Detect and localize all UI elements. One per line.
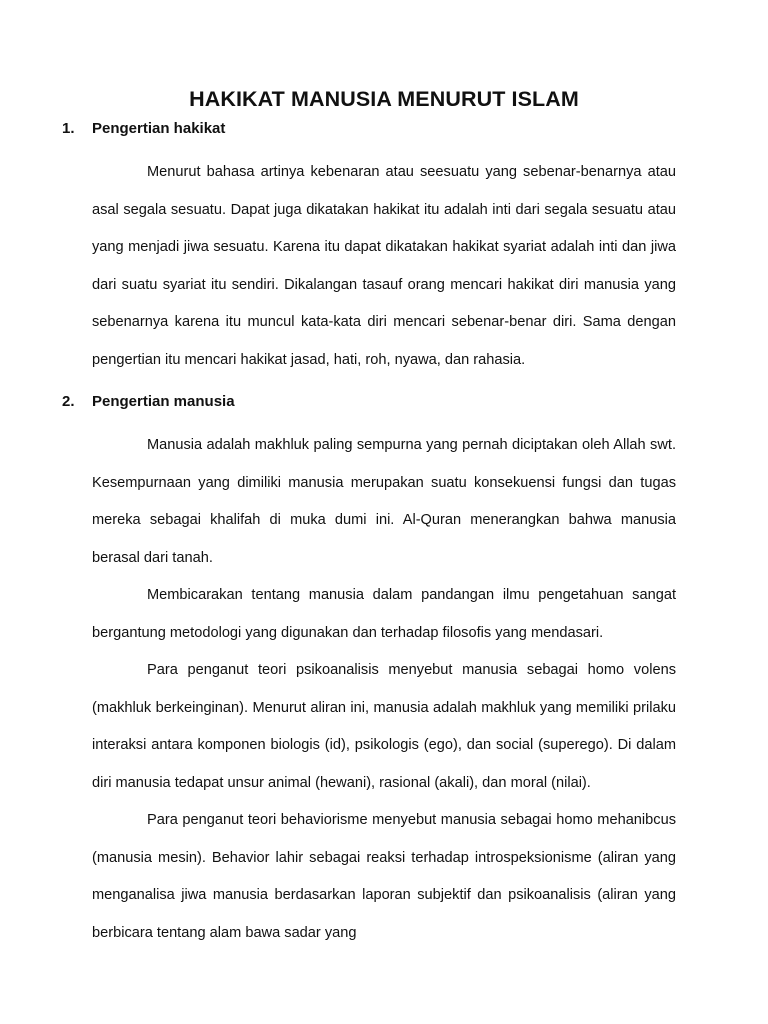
paragraph: Membicarakan tentang manusia dalam pandangan ilmu pengetahuan sangat bergantung metodologi yang digunakan dan terhadap filosofis yang mendasari. bbox=[92, 587, 676, 641]
spacer bbox=[62, 379, 676, 391]
paragraph: Para penganut teori psikoanalisis menyebut manusia sebagai homo volens (makhluk berkeinginan). Menurut aliran ini, manusia adalah makhluk yang memiliki prilaku interaksi antara komponen biologis (id), psikologis (ego), dan social (superego). Di dalam diri manusia tedapat unsur animal (hewani), rasional (akali), dan moral (nilai). bbox=[92, 662, 676, 791]
paragraph: Manusia adalah makhluk paling sempurna yang pernah diciptakan oleh Allah swt. Kesempurnaan yang dimiliki manusia merupakan suatu konsekuensi fungsi dan tugas mereka sebagai khalifah di muka dumi ini. Al-Quran menerangkan bahwa manusia berasal dari tanah. bbox=[92, 437, 676, 566]
section-heading-label-2: Pengertian manusia bbox=[92, 393, 235, 410]
section-number-2: 2. bbox=[62, 393, 75, 410]
section-heading-label-1: Pengertian hakikat bbox=[92, 120, 226, 137]
document-body bbox=[62, 118, 676, 952]
paragraph: Para penganut teori behaviorisme menyebut manusia sebagai homo mehanibcus (manusia mesin). Behavior lahir sebagai reaksi terhadap introspeksionisme (aliran yang menganalisa jiwa manusia berdasarkan laporan subjektif dan psikoanalisis (aliran yang berbicara tentang alam bawa sadar yang bbox=[92, 812, 676, 941]
page-title: HAKIKAT MANUSIA MENURUT ISLAM bbox=[189, 87, 579, 111]
spacer bbox=[62, 413, 676, 427]
paragraph: Menurut bahasa artinya kebenaran atau seesuatu yang sebenar-benarnya atau asal segala sesuatu. Dapat juga dikatakan hakikat itu adalah inti dari segala sesuatu atau yang menjadi jiwa sesuatu. Karena itu dapat dikatakan hakikat syariat adalah inti dan jiwa dari suatu syariat itu sendiri. Dikalangan tasauf orang mencari hakikat diri manusia yang sebenarnya karena itu muncul kata-kata diri mencari sebenar-benar diri. Sama dengan pengertian itu mencari hakikat jasad, hati, roh, nyawa, dan rahasia. bbox=[92, 164, 676, 368]
spacer bbox=[62, 140, 676, 154]
section-heading-2 bbox=[62, 391, 676, 413]
section-heading-1 bbox=[62, 118, 676, 140]
section-number-1: 1. bbox=[62, 120, 75, 137]
